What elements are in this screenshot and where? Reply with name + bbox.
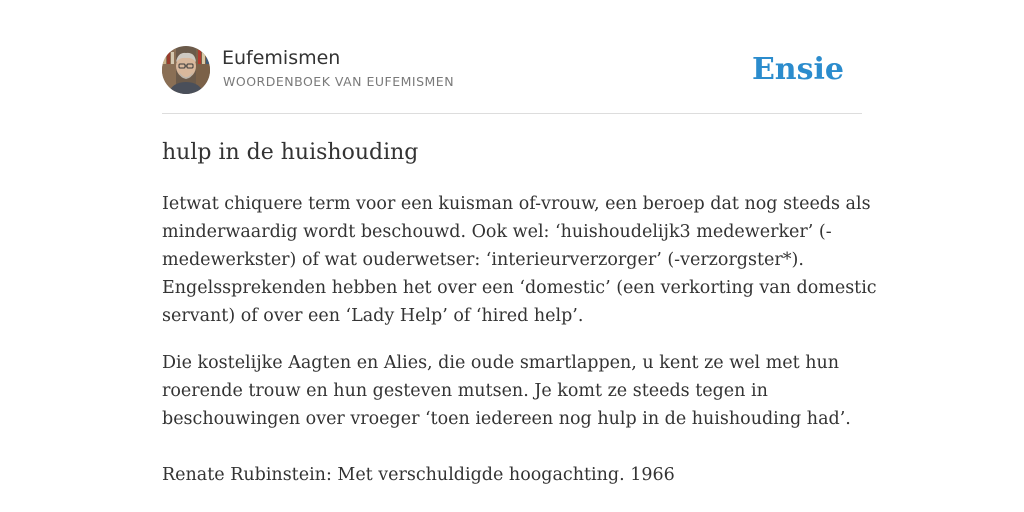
author-subtitle[interactable]: WOORDENBOEK VAN EUFEMISMEN	[223, 74, 455, 89]
paragraph-line: Ietwat chiquere term voor een kuisman of-vrouw, een beroep dat nog steeds als	[162, 194, 871, 214]
quote-paragraph	[162, 349, 862, 489]
definition-paragraph	[162, 190, 877, 330]
avatar[interactable]	[162, 46, 210, 94]
paragraph-line: servant) of over een ‘Lady Help’ of ‘hired help’.	[162, 306, 584, 326]
paragraph-line: beschouwingen over vroeger ‘toen iedereen nog hulp in de huishouding had’.	[162, 409, 851, 429]
paragraph-line: medewerkster) of wat ouderwetser: ‘interieurverzorger’ (-verzorgster*).	[162, 250, 804, 270]
brand-logo[interactable]: Ensie	[751, 52, 844, 87]
entry-title: hulp in de huishouding	[162, 140, 419, 165]
paragraph-line: minderwaardig wordt beschouwd. Ook wel: ‘huishoudelijk3 medewerker’ (-	[162, 222, 832, 242]
paragraph-line: roerende trouw en hun gesteven mutsen. Je komt ze steeds tegen in	[162, 381, 768, 401]
blank-line	[162, 433, 862, 461]
author-name[interactable]: Eufemismen	[222, 47, 341, 69]
author-portrait-icon	[162, 46, 210, 94]
header	[162, 46, 862, 96]
header-divider	[162, 113, 862, 114]
entry-body	[162, 190, 877, 489]
paragraph-line: Die kostelijke Aagten en Alies, die oude smartlappen, u kent ze wel met hun	[162, 353, 840, 373]
citation: Renate Rubinstein: Met verschuldigde hoogachting. 1966	[162, 465, 675, 485]
paragraph-line: Engelssprekenden hebben het over een ‘domestic’ (een verkorting van domestic	[162, 278, 877, 298]
